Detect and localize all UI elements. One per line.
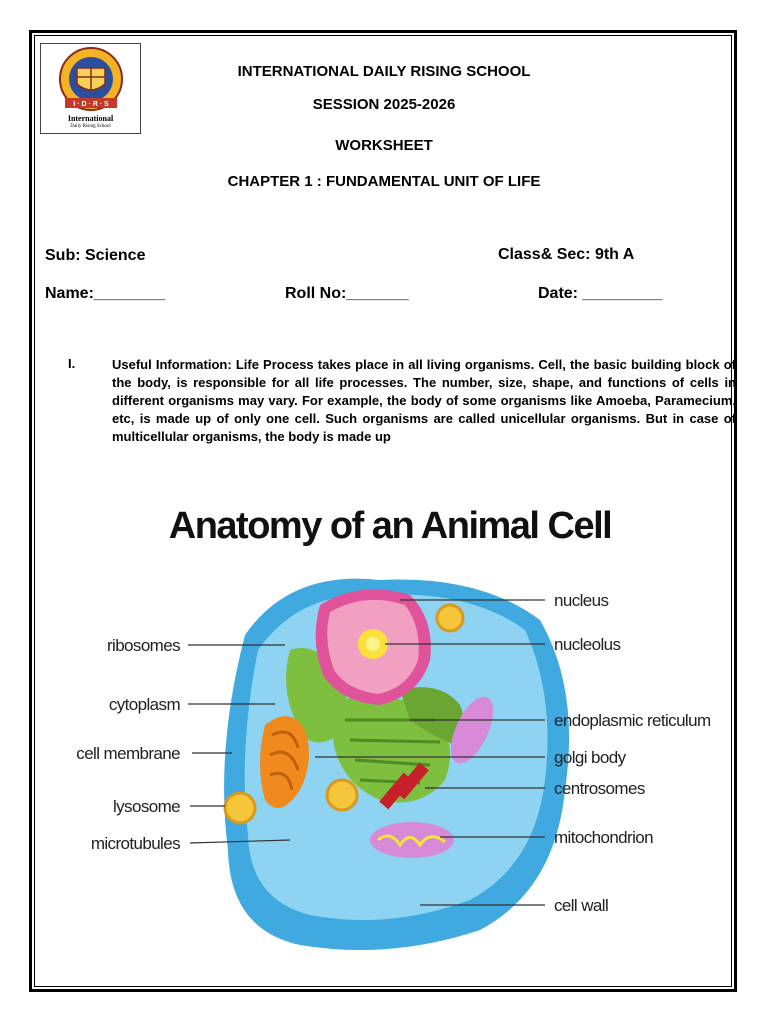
school-logo: [40, 43, 141, 134]
logo-caption-line1: International: [67, 114, 114, 123]
label-endoplasmic-reticulum: endoplasmic reticulum: [554, 711, 711, 730]
useful-information-paragraph: Useful Information: Life Process takes place in all living organisms. Cell, the basic building block of the body, is responsible for all life processes. The number, size, shape, and functions of cells in different organisms may vary. For example, the body of some organisms like Amoeba, Paramecium, etc, is made up of only one cell. Such organisms are called unicellular organisms. But in case of multicellular organisms, the body is made up: [112, 357, 736, 444]
logo-caption-line2: Daily Rising School: [70, 124, 111, 129]
label-nucleolus: nucleolus: [554, 635, 621, 654]
roll-no-field: Roll No:_______: [285, 285, 409, 302]
session-text: SESSION 2025-2026: [312, 96, 456, 113]
lysosome-shape-2: [327, 780, 357, 810]
label-golgi-body: golgi body: [554, 748, 626, 767]
school-name: INTERNATIONAL DAILY RISING SCHOOL: [237, 63, 531, 80]
date-field: Date: _________: [538, 285, 663, 302]
label-centrosomes: centrosomes: [554, 779, 645, 798]
label-cytoplasm: cytoplasm: [108, 695, 180, 714]
label-cell-wall: cell wall: [554, 896, 609, 915]
school-emblem-icon: [53, 46, 129, 114]
class-section-field: Class& Sec: 9th A: [498, 246, 635, 263]
label-lysosome: lysosome: [112, 797, 180, 816]
label-microtubules: microtubules: [90, 834, 180, 853]
label-nucleus: nucleus: [554, 591, 609, 610]
logo-badge-text: I · D · R · S: [73, 101, 109, 108]
label-mitochondrion: mitochondrion: [554, 828, 653, 847]
diagram-title: Anatomy of an Animal Cell: [168, 505, 612, 547]
section-number: I.: [68, 356, 76, 371]
subject-field: Sub: Science: [45, 247, 146, 264]
chapter-title: CHAPTER 1 : FUNDAMENTAL UNIT OF LIFE: [227, 173, 541, 190]
cell-illustration: [224, 579, 569, 950]
lysosome-shape: [225, 793, 255, 823]
worksheet-title: WORKSHEET: [335, 137, 433, 154]
animal-cell-diagram: [60, 490, 740, 980]
label-cell-membrane: cell membrane: [76, 744, 180, 763]
label-ribosomes: ribosomes: [106, 636, 180, 655]
name-field: Name:________: [45, 285, 166, 302]
lysosome-shape-3: [437, 605, 463, 631]
